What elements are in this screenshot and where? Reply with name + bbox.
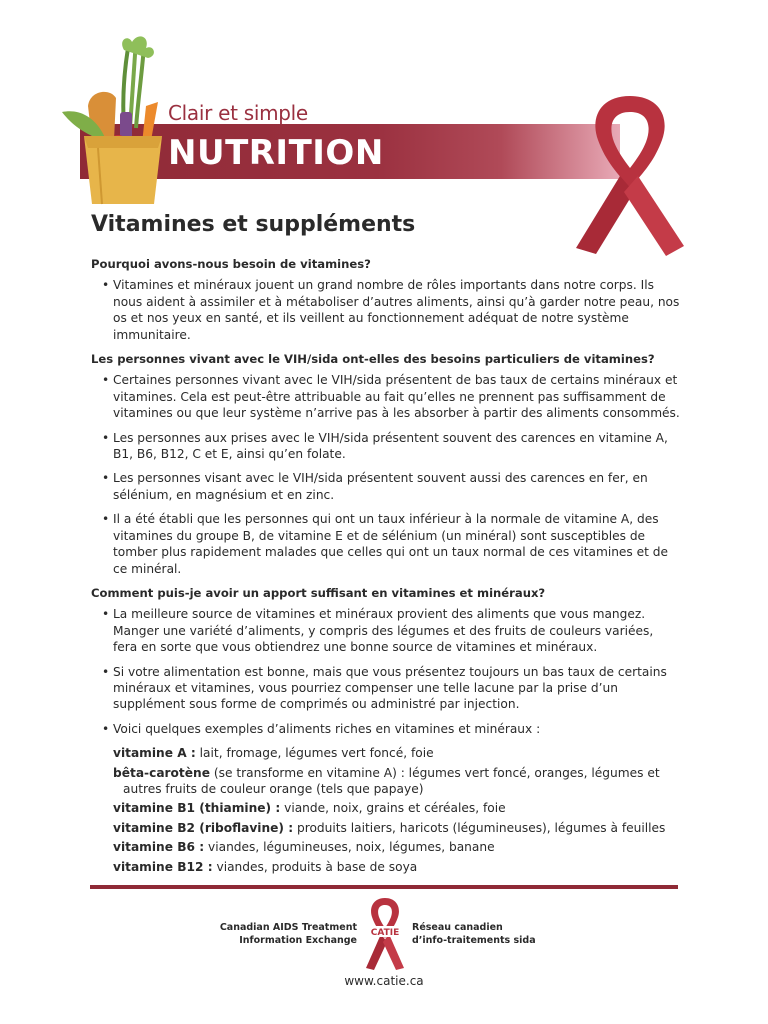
food-sources: lait, fromage, légumes vert foncé, foie xyxy=(195,746,434,761)
section-question: Pourquoi avons-nous besoin de vitamines? xyxy=(91,257,371,271)
vitamin-label: vitamine A : xyxy=(113,746,196,761)
food-sources: viande, noix, grains et céréales, foie xyxy=(280,801,506,816)
bullet-item: • Certaines personnes vivant avec le VIH/sida présentent de bas taux de certains minéraux et vitamines. Cela est peut-être attribuable au fait qu’elles ne prennent pas suffisamment de vitamines ou que leur système n’arrive pas à les absorber à partir des aliments consommés. xyxy=(91,372,681,421)
vitamin-label: vitamine B12 : xyxy=(113,859,213,874)
section-question: Les personnes vivant avec le VIH/sida ont-elles des besoins particuliers de vitamines? xyxy=(91,352,655,367)
org-name-english-line: Information Exchange xyxy=(239,935,357,946)
website-link[interactable]: www.catie.ca xyxy=(344,974,424,988)
food-entry xyxy=(113,765,681,798)
document-title: Vitamines et suppléments xyxy=(91,212,416,237)
series-title: Clair et simple xyxy=(168,101,308,125)
food-sources: viandes, produits à base de soya xyxy=(212,859,418,874)
food-sources: viandes, légumineuses, noix, légumes, banane xyxy=(204,840,495,855)
food-entry xyxy=(113,839,681,855)
bullet-item: • La meilleure source de vitamines et minéraux provient des aliments que vous mangez. Manger une variété d’aliments, y compris des légumes et des fruits de couleurs variées, fera en sorte que vous obtiendrez une bonne source de vitamines et minéraux. xyxy=(91,606,681,655)
brand-title: NUTRITION xyxy=(168,133,384,173)
food-sources-continued: autres fruits de couleur orange (tels que papaye) xyxy=(123,781,424,796)
bullet-item: • Vitamines et minéraux jouent un grand nombre de rôles importants dans notre corps. Ils nous aident à assimiler et à métaboliser d’autres aliments, ainsi qu’à garder notre peau, nos os et nos yeux en santé, et ils veillent au fonctionnement adéquat de notre système immunitaire. xyxy=(91,277,681,343)
food-entry xyxy=(113,820,681,836)
section-question: Comment puis-je avoir un apport suffisant en vitamines et minéraux? xyxy=(91,585,546,600)
bullet-item: • Si votre alimentation est bonne, mais que vous présentez toujours un bas taux de certains minéraux et vitamines, vous pourriez compenser une telle lacune par la prise d’un supplément sous forme de comprimés ou administré par injection. xyxy=(91,664,681,713)
vitamin-label: bêta-carotène xyxy=(113,765,210,780)
awareness-ribbon-icon xyxy=(560,88,700,258)
org-name-english-line: Canadian AIDS Treatment xyxy=(219,922,357,933)
food-examples xyxy=(113,745,681,875)
logo-text: CATIE xyxy=(370,928,400,938)
food-entry xyxy=(113,745,681,761)
grocery-bag-icon xyxy=(58,28,178,208)
org-name-french-line: Réseau canadien xyxy=(412,922,503,933)
food-sources: produits laitiers, haricots (légumineuses), légumes à feuilles xyxy=(293,820,666,835)
vitamin-label: vitamine B2 (riboflavine) : xyxy=(113,820,294,835)
bullet-list xyxy=(91,372,681,576)
footer-divider xyxy=(90,885,678,889)
org-name-english xyxy=(200,921,357,947)
bullet-list xyxy=(91,606,681,737)
food-entry xyxy=(113,859,681,875)
catie-ribbon-logo xyxy=(360,896,410,970)
bullet-item: • Les personnes aux prises avec le VIH/sida présentent souvent des carences en vitamine A, B1, B6, B12, C et E, ainsi qu’en folate. xyxy=(91,430,681,463)
org-name-french xyxy=(412,921,572,947)
bullet-item: • Les personnes visant avec le VIH/sida présentent souvent aussi des carences en fer, en sélénium, en magnésium et en zinc. xyxy=(91,470,681,503)
vitamin-label: vitamine B6 : xyxy=(113,840,205,855)
bullet-item: • Voici quelques exemples d’aliments riches en vitamines et minéraux : xyxy=(91,721,681,737)
food-entry xyxy=(113,800,681,816)
bullet-item: • Il a été établi que les personnes qui ont un taux inférieur à la normale de vitamine A, des vitamines du groupe B, de vitamine E et de sélénium (un minéral) sont susceptibles de tomber plus rapidement malades que celles qui ont un taux normal de ces vitamines et de ce minéral. xyxy=(91,511,681,577)
org-name-french-line: d’info-traitements sida xyxy=(412,935,536,946)
vitamin-label: vitamine B1 (thiamine) : xyxy=(113,801,281,816)
bullet-list xyxy=(91,277,681,343)
food-sources: (se transforme en vitamine A) : légumes vert foncé, oranges, légumes et xyxy=(209,765,660,780)
document-body xyxy=(91,256,681,878)
